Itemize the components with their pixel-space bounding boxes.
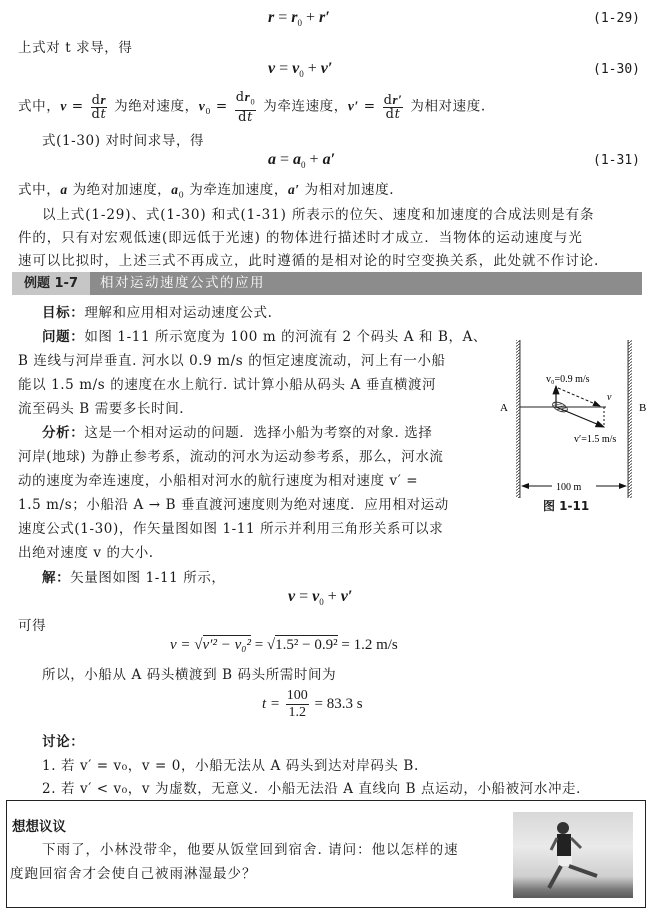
label-b: B	[639, 402, 647, 414]
analysis-line: 动的速度为牵连速度，小船相对河水的航行速度为相对速度 v′ =	[18, 473, 419, 489]
discussion-item: 2. 若 v′ < v₀，v 为虚数，无意义．小船无法沿 A 直线向 B 点运动，小船被河水冲走．	[42, 781, 591, 797]
text-line: 上式对 t 求导，得	[18, 40, 133, 56]
paragraph-line: 速可以比拟时，上述三式不再成立，此时遵循的是相对论的时空变换关系，此处就不作讨论.	[18, 253, 600, 269]
problem-line: B 连线与河岸垂直. 河水以 0.9 m/s 的恒定速度流动，河上有一小船	[18, 353, 446, 369]
analysis-line: 分析：这是一个相对运动的问题．选择小船为考察的对象. 选择	[42, 425, 433, 441]
v-label: v	[607, 392, 612, 403]
analysis-line: 河岸(地球) 为静止参考系，流动的河水为运动参考系，那么，河水流	[18, 449, 444, 465]
fraction-drprime-dt: $\frac{dr'}{dt}$	[383, 91, 403, 122]
example-title: 相对运动速度公式的应用	[100, 275, 265, 291]
discussion-label: 讨论：	[42, 734, 85, 750]
label-a: A	[500, 402, 508, 414]
discussion-item: 1. 若 v′ = v₀，v = 0，小船无法从 A 码头到达对岸码头 B.	[42, 758, 419, 774]
width-label: 100 m	[556, 482, 582, 493]
equation-1-29: $r = r_0 + r'$	[268, 9, 330, 29]
text-line: 可得	[18, 618, 47, 634]
think-text: 度跑回宿舍才会使自己被雨淋湿最少？	[10, 866, 257, 882]
problem-line: 问题：如图 1-11 所示宽度为 100 m 的河流有 2 个码头 A 和 B，A、	[42, 329, 488, 345]
vprime-label: v′=1.5 m/s	[574, 434, 617, 445]
paragraph-line: 件的，只有对宏观低速(即远低于光速) 的物体进行描述时才成立．当物体的运动速度与光	[18, 230, 583, 246]
paragraph-line: 以上式(1-29)、式(1-30) 和式(1-31) 所表示的位矢、速度和加速度的合成法则是有条	[42, 207, 595, 223]
runner-icon	[513, 812, 633, 898]
equation-1-31: $a = a_0 + a'$	[268, 151, 336, 171]
speed-equation: v = √v′² − v₀² = √1.5² − 0.9² = 1.2 m/s	[170, 637, 398, 653]
text-line: 式(1-30) 对时间求导，得	[42, 133, 205, 149]
example-banner	[12, 272, 642, 295]
time-equation: t = $\frac{100}{1.2}$ = 83.3 s	[262, 688, 363, 720]
fraction-dr0-dt: $\frac{dr_0}{dt}$	[235, 89, 256, 125]
left-riverbank	[516, 340, 520, 498]
think-title: 想想议议	[12, 819, 66, 835]
equation-number: (1-30)	[593, 62, 640, 77]
equation-number: (1-31)	[593, 153, 640, 168]
equation-1-30: $v = v_0 + v'$	[268, 60, 333, 80]
v0-label: v₀=0.9 m/s	[546, 374, 590, 385]
example-label: 例题 1-7	[12, 272, 90, 295]
figure-1-11	[500, 330, 654, 520]
problem-line: 能以 1.5 m/s 的速度在水上航行. 试计算小船从码头 A 垂直横渡河	[18, 377, 437, 393]
fraction-dr-dt: $\frac{dr}{dt}$	[91, 91, 107, 122]
analysis-line: 速度公式(1-30)，作矢量图如图 1-11 所示并利用三角形关系可以求	[18, 521, 444, 537]
right-riverbank	[628, 340, 632, 498]
problem-line: 流至码头 B 需要多长时间.	[18, 401, 185, 417]
velocity-definitions: 式中，v = $\frac{dr}{dt}$ 为绝对速度，$v_0$ = $\frac{dr_0}{dt}$ 为牵连速度，v′ = $\frac{dr'}{dt}$ 为相对速度.	[18, 89, 486, 125]
analysis-line: 1.5 m/s；小船沿 A → B 垂直渡河速度则为绝对速度．应用相对运动	[18, 497, 449, 513]
solution-line: 解：矢量图如图 1-11 所示，	[42, 570, 226, 586]
think-text: 下雨了，小林没带伞，他要从饭堂回到宿舍. 请问：他以怎样的速	[42, 842, 459, 858]
running-in-rain-photo	[513, 812, 633, 898]
analysis-line: 出绝对速度 v 的大小.	[18, 545, 154, 561]
solution-vector-equation: $v = v_0 + v'$	[288, 588, 353, 608]
equation-number: (1-29)	[593, 11, 640, 26]
goal-line: 目标：理解和应用相对运动速度公式.	[42, 305, 273, 321]
acceleration-definitions: 式中，a 为绝对加速度，$a_0$ 为牵连加速度，a′ 为相对加速度.	[18, 182, 395, 200]
v-dashed-vector	[558, 388, 600, 406]
figure-caption: 图 1-11	[543, 499, 590, 513]
text-line: 所以，小船从 A 码头横渡到 B 码头所需时间为	[42, 667, 337, 683]
